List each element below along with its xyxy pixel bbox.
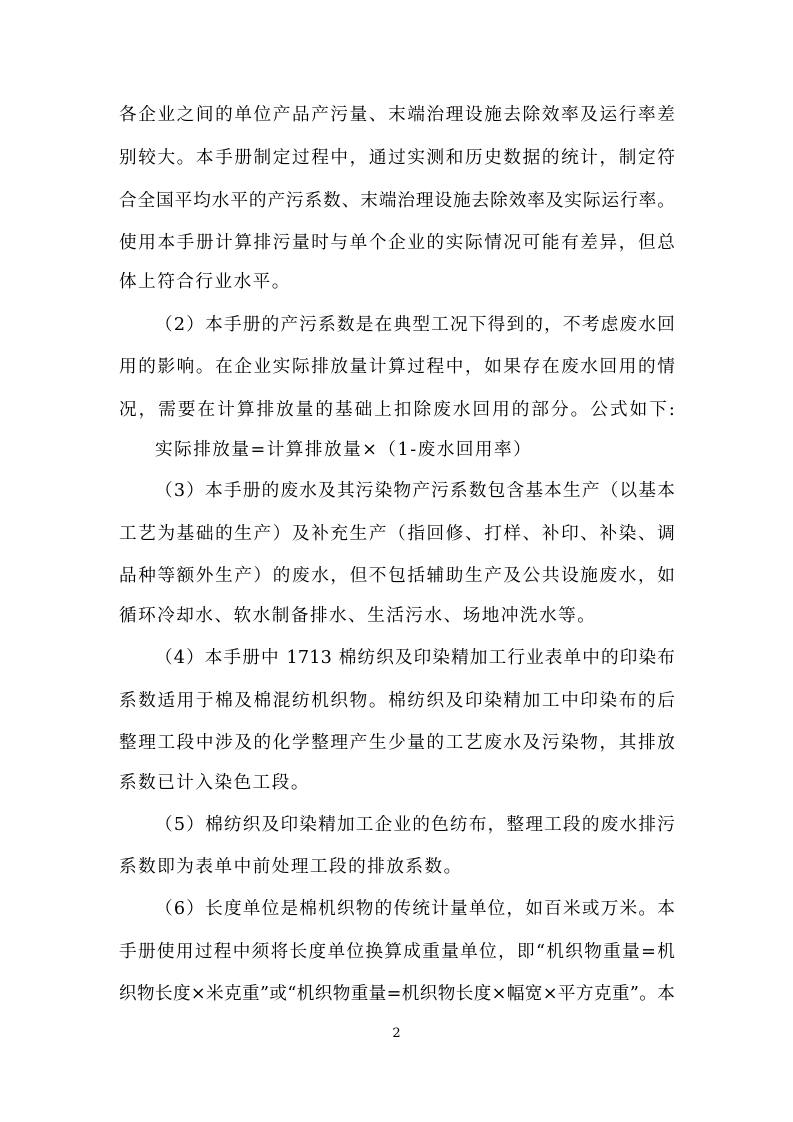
text-line: 体上符合行业水平。 <box>119 272 291 292</box>
paragraph-start: （5）棉纺织及印染精加工企业的色纺布，整理工段的废水排污 <box>155 815 675 835</box>
text-line: 品种等额外生产）的废水，但不包括辅助生产及公共设施废水，如 <box>119 566 675 586</box>
text-line: 系数适用于棉及棉混纺机织物。棉纺织及印染精加工中印染布的后 <box>119 691 675 711</box>
text-line: 别较大。本手册制定过程中，通过实测和历史数据的统计，制定符 <box>119 148 675 168</box>
paragraph-start: （2）本手册的产污系数是在典型工况下得到的，不考虑废水回 <box>155 315 675 335</box>
text-line: 系数已计入染色工段。 <box>119 773 310 793</box>
text-line: 循环冷却水、软水制备排水、生活污水、场地冲洗水等。 <box>119 606 597 626</box>
text-line: 工艺为基础的生产）及补充生产（指回修、打样、补印、补染、调 <box>119 524 675 544</box>
text-line: 织物长度×米克重”或“机织物重量=机织物长度×幅宽×平方克重”。本 <box>119 984 675 1004</box>
text-line: 合全国平均水平的产污系数、末端治理设施去除效率及实际运行率。 <box>119 191 675 211</box>
page-number: 2 <box>392 1026 401 1041</box>
text-line: 用的影响。在企业实际排放量计算过程中，如果存在废水回用的情 <box>119 357 675 377</box>
text-line: 系数即为表单中前处理工段的排放系数。 <box>119 857 463 877</box>
paragraph-start: （4）本手册中 1713 棉纺织及印染精加工行业表单中的印染布 <box>155 648 675 668</box>
text-line: 况，需要在计算排放量的基础上扣除废水回用的部分。公式如下: <box>119 400 675 420</box>
paragraph-start: （6）长度单位是棉机织物的传统计量单位，如百米或万米。本 <box>155 899 675 919</box>
paragraph-start: （3）本手册的废水及其污染物产污系数包含基本生产（以基本 <box>155 481 675 501</box>
formula-line: 实际排放量=计算排放量×（1-废水回用率） <box>155 440 533 460</box>
text-line: 手册使用过程中须将长度单位换算成重量单位，即“机织物重量=机 <box>119 942 675 962</box>
text-line: 各企业之间的单位产品产污量、末端治理设施去除效率及运行率差 <box>119 105 675 125</box>
text-line: 使用本手册计算排污量时与单个企业的实际情况可能有差异，但总 <box>119 233 675 253</box>
text-line: 整理工段中涉及的化学整理产生少量的工艺废水及污染物，其排放 <box>119 733 675 753</box>
